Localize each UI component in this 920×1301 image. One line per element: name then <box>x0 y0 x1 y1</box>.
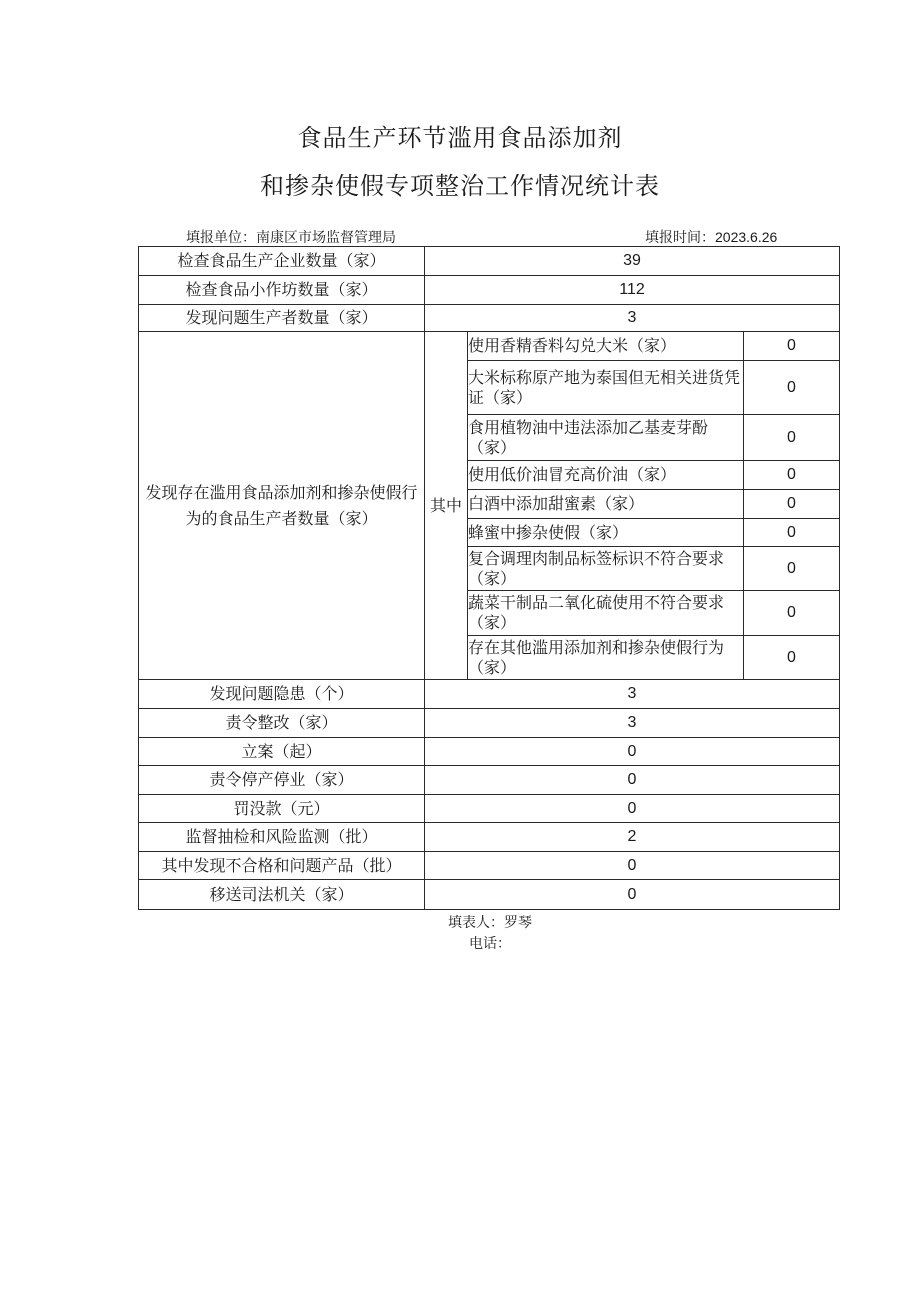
sub-item-label: 复合调理肉制品标签标识不符合要求（家） <box>468 547 744 591</box>
row-label: 责令整改（家） <box>139 709 425 738</box>
sub-item-label: 白酒中添加甜蜜素（家） <box>468 490 744 519</box>
sub-item-value: 0 <box>744 415 840 461</box>
row-label: 罚没款（元） <box>139 795 425 823</box>
row-value: 0 <box>425 852 840 880</box>
table-row <box>139 823 840 852</box>
row-value: 39 <box>425 247 840 276</box>
sub-item-value: 0 <box>744 519 840 547</box>
sub-item-value: 0 <box>744 490 840 519</box>
table-row <box>139 305 840 332</box>
sub-item-label: 蔬菜干制品二氧化硫使用不符合要求（家） <box>468 591 744 636</box>
sub-item-value: 0 <box>744 547 840 591</box>
phone-label: 电话： <box>469 936 511 952</box>
row-value: 0 <box>425 795 840 823</box>
table-row <box>139 795 840 823</box>
table-row <box>139 247 840 276</box>
row-label: 发现问题生产者数量（家） <box>139 305 425 332</box>
table-row <box>139 766 840 795</box>
sub-item-label: 食用植物油中违法添加乙基麦芽酚（家） <box>468 415 744 461</box>
abuse-category-label: 发现存在滥用食品添加剂和掺杂使假行为的食品生产者数量（家） <box>139 332 425 680</box>
row-label: 责令停产停业（家） <box>139 766 425 795</box>
title-line-1: 食品生产环节滥用食品添加剂 <box>297 124 623 152</box>
sub-item-value: 0 <box>744 636 840 680</box>
sub-item-label: 蜂蜜中掺杂使假（家） <box>468 519 744 547</box>
table-row <box>139 880 840 910</box>
table-row <box>139 332 840 361</box>
reporting-date-value: 2023.6.26 <box>715 229 778 245</box>
table-row <box>139 709 840 738</box>
sub-item-label: 存在其他滥用添加剂和掺杂使假行为（家） <box>468 636 744 680</box>
sub-item-value: 0 <box>744 332 840 361</box>
sub-item-value: 0 <box>744 461 840 490</box>
row-value: 112 <box>425 276 840 305</box>
row-value: 0 <box>425 738 840 766</box>
statistics-table <box>138 246 840 910</box>
row-label: 监督抽检和风险监测（批） <box>139 823 425 852</box>
row-label: 其中发现不合格和问题产品（批） <box>139 852 425 880</box>
sub-item-label: 大米标称原产地为泰国但无相关进货凭证（家） <box>468 361 744 415</box>
title-line-2: 和掺杂使假专项整治工作情况统计表 <box>260 172 660 200</box>
row-value: 3 <box>425 680 840 709</box>
qizhong-label: 其中 <box>425 332 468 680</box>
sub-item-label: 使用香精香料勾兑大米（家） <box>468 332 744 361</box>
row-value: 3 <box>425 305 840 332</box>
table-row <box>139 738 840 766</box>
reporting-date <box>645 227 777 247</box>
row-value: 3 <box>425 709 840 738</box>
filler-name: 填表人：罗琴 <box>448 915 532 931</box>
sub-item-value: 0 <box>744 361 840 415</box>
row-label: 发现问题隐患（个） <box>139 680 425 709</box>
row-label: 移送司法机关（家） <box>139 880 425 910</box>
row-value: 2 <box>425 823 840 852</box>
row-value: 0 <box>425 766 840 795</box>
row-label: 检查食品小作坊数量（家） <box>139 276 425 305</box>
table-row <box>139 680 840 709</box>
row-value: 0 <box>425 880 840 910</box>
reporting-date-label: 填报时间： <box>645 230 715 246</box>
reporting-unit: 填报单位：南康区市场监督管理局 <box>186 230 396 246</box>
sub-item-value: 0 <box>744 591 840 636</box>
row-label: 立案（起） <box>139 738 425 766</box>
sub-item-label: 使用低价油冒充高价油（家） <box>468 461 744 490</box>
table-row <box>139 276 840 305</box>
row-label: 检查食品生产企业数量（家） <box>139 247 425 276</box>
table-row <box>139 852 840 880</box>
